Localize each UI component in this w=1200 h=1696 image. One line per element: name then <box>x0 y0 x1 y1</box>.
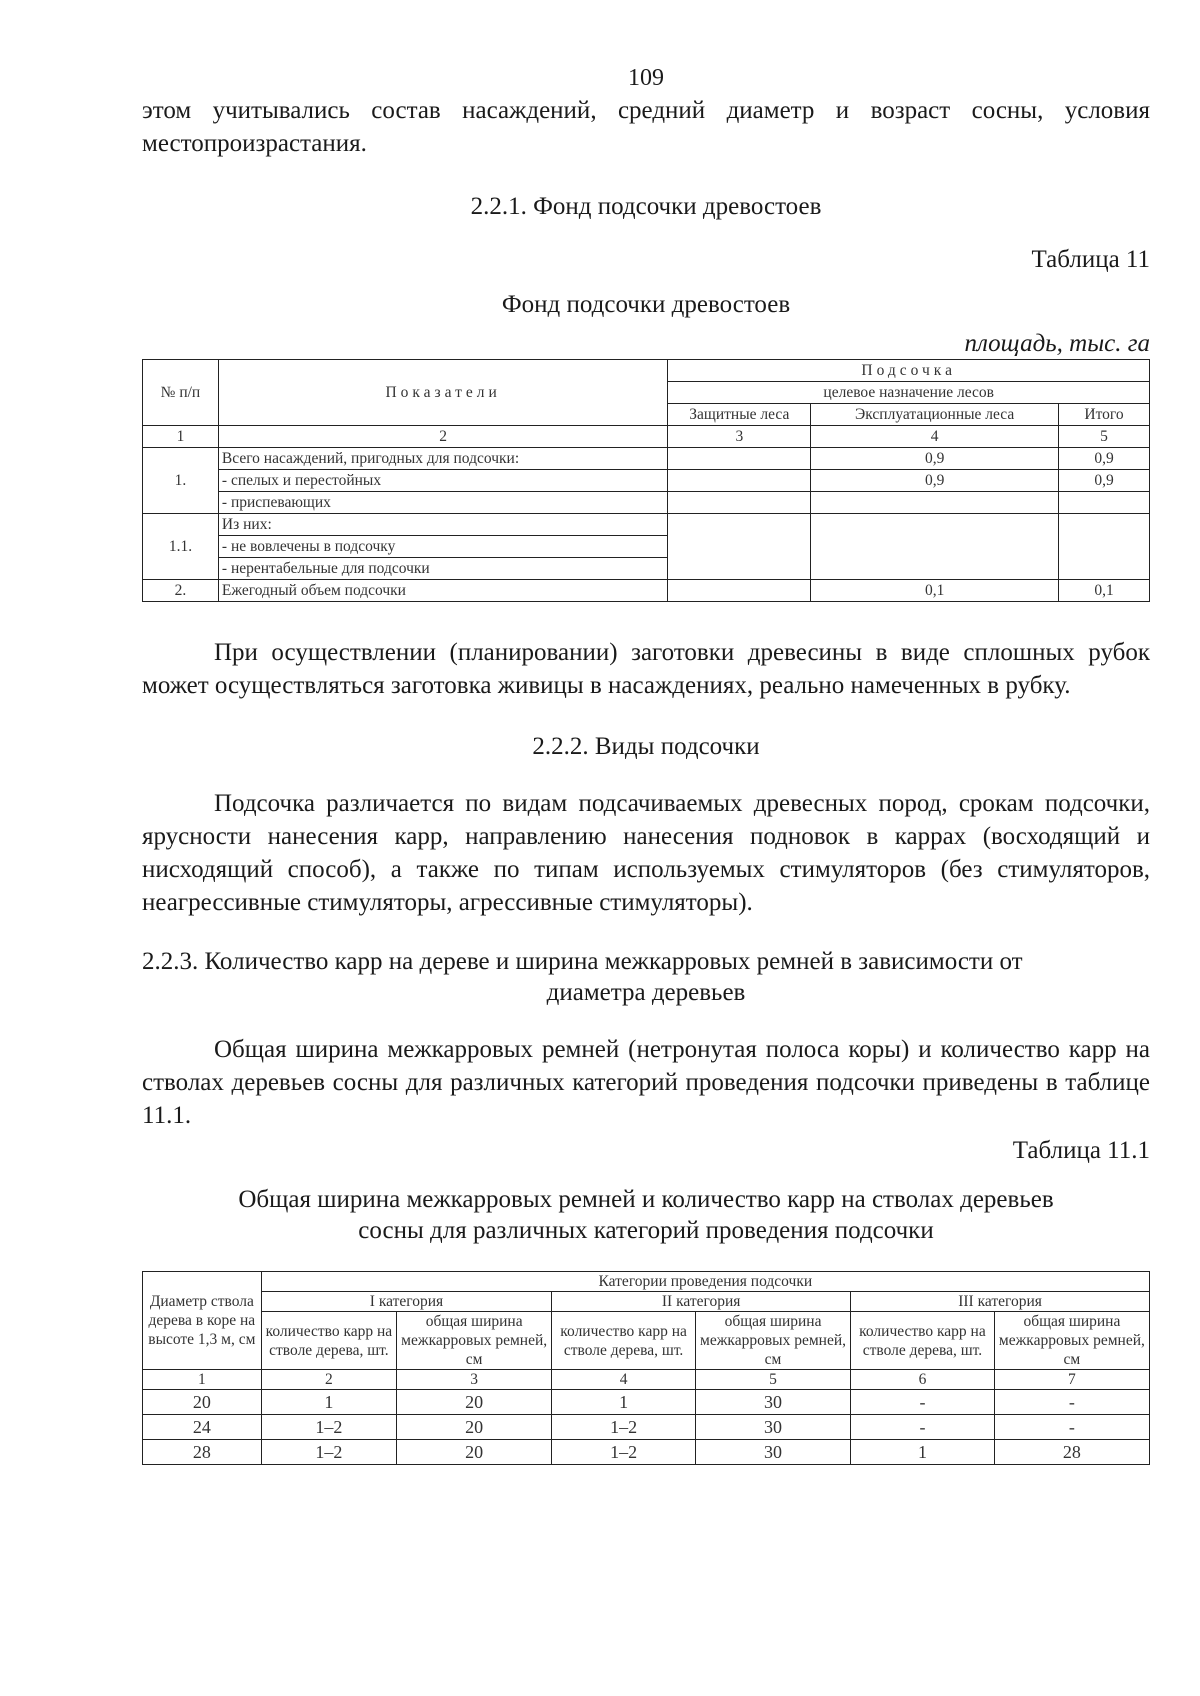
section-222-paragraph: Подсочка различается по видам подсачиваемых древесных пород, срокам подсочки, ярусности нанесения карр, направлению нанесения подновок в каррах (восходящий и нисходящий способ), а также по типам используемых стимуляторов (без стимуляторов, неагрессивные стимуляторы, агрессивные стимуляторы). <box>142 790 1150 916</box>
cell-total: 0,9 <box>1059 448 1150 470</box>
cell-protective <box>668 514 811 580</box>
cell: - <box>851 1415 995 1440</box>
cell: 20 <box>397 1440 552 1465</box>
row-number: 2. <box>143 580 219 602</box>
index-cell: 3 <box>668 426 811 448</box>
col-header-width: общая ширина межкарровых ремней, см <box>397 1312 552 1370</box>
cell-total: 0,9 <box>1059 470 1150 492</box>
col-header-count: количество карр на стволе дерева, шт. <box>552 1312 696 1370</box>
index-cell: 1 <box>143 1370 262 1390</box>
col-header-category-3: III категория <box>851 1292 1150 1312</box>
cell: 30 <box>695 1415 850 1440</box>
col-header-indicators: Показатели <box>218 360 667 426</box>
row-label: - нерентабельные для подсочки <box>218 558 667 580</box>
col-header-total: Итого <box>1059 404 1150 426</box>
cell-total: 0,1 <box>1059 580 1150 602</box>
section-221-heading: 2.2.1. Фонд подсочки древостоев <box>470 193 822 220</box>
table-11-1-title-line2: сосны для различных категорий проведения подсочки <box>358 1217 934 1244</box>
col-header-category-2: II категория <box>552 1292 851 1312</box>
cell: 1–2 <box>261 1440 396 1465</box>
col-header-group: Подсочка <box>668 360 1150 382</box>
row-label: - не вовлечены в подсочку <box>218 536 667 558</box>
col-header-width: общая ширина межкарровых ремней, см <box>994 1312 1149 1370</box>
col-header-diameter: Диаметр ствола дерева в коре на высоте 1,3 м, см <box>143 1272 262 1370</box>
cell: - <box>994 1415 1149 1440</box>
col-header-exploitation: Эксплуатационные леса <box>811 404 1059 426</box>
cell-exploitation <box>811 492 1059 514</box>
table-row <box>143 448 1150 470</box>
index-cell: 1 <box>143 426 219 448</box>
cell-protective <box>668 580 811 602</box>
row-number: 1. <box>143 448 219 514</box>
cell: 1–2 <box>552 1440 696 1465</box>
cell-total <box>1059 492 1150 514</box>
index-cell: 4 <box>811 426 1059 448</box>
index-cell: 4 <box>552 1370 696 1390</box>
col-header-protective: Защитные леса <box>668 404 811 426</box>
cell: 28 <box>994 1440 1149 1465</box>
cell: 1–2 <box>261 1415 396 1440</box>
table-row <box>143 514 1150 536</box>
cell-total <box>1059 514 1150 580</box>
table-row <box>143 470 1150 492</box>
document-page <box>142 62 1150 1465</box>
cell: 20 <box>397 1390 552 1415</box>
cell-exploitation: 0,9 <box>811 470 1059 492</box>
cell-exploitation: 0,9 <box>811 448 1059 470</box>
cell-protective <box>668 470 811 492</box>
cell: 30 <box>695 1440 850 1465</box>
cell: 20 <box>397 1415 552 1440</box>
table-11-label: Таблица 11 <box>1031 246 1150 273</box>
table-row <box>143 1390 1150 1415</box>
table-11 <box>142 359 1150 602</box>
index-cell: 2 <box>261 1370 396 1390</box>
cell-exploitation <box>811 514 1059 580</box>
col-header-width: общая ширина межкарровых ремней, см <box>695 1312 850 1370</box>
table-row <box>143 580 1150 602</box>
index-cell: 3 <box>397 1370 552 1390</box>
cell: 1 <box>851 1440 995 1465</box>
col-header-group: Категории проведения подсочки <box>261 1272 1149 1292</box>
col-header-count: количество карр на стволе дерева, шт. <box>851 1312 995 1370</box>
index-row <box>143 426 1150 448</box>
row-label: Всего насаждений, пригодных для подсочки: <box>218 448 667 470</box>
cell: 24 <box>143 1415 262 1440</box>
section-222-heading: 2.2.2. Виды подсочки <box>532 733 760 760</box>
section-223-heading-line1: 2.2.3. Количество карр на дереве и ширина межкарровых ремней в зависимости от <box>142 948 1023 975</box>
row-label: Из них: <box>218 514 667 536</box>
cell: 1–2 <box>552 1415 696 1440</box>
table-11-1-title-line1: Общая ширина межкарровых ремней и количество карр на стволах деревьев <box>238 1186 1054 1213</box>
table-11-title: Фонд подсочки древостоев <box>501 291 791 318</box>
col-header-category-1: I категория <box>261 1292 552 1312</box>
row-label: - приспевающих <box>218 492 667 514</box>
cell: 1 <box>552 1390 696 1415</box>
paragraph-after-table-11: При осуществлении (планировании) заготовки древесины в виде сплошных рубок может осуществляться заготовка живицы в насаждениях, реально намеченных в рубку. <box>142 639 1150 699</box>
section-223-heading-line2: диаметра деревьев <box>546 979 746 1006</box>
cell-exploitation: 0,1 <box>811 580 1059 602</box>
cell-protective <box>668 448 811 470</box>
cell: - <box>851 1390 995 1415</box>
row-label: - спелых и перестойных <box>218 470 667 492</box>
index-cell: 5 <box>1059 426 1150 448</box>
index-cell: 2 <box>218 426 667 448</box>
table-row <box>143 1440 1150 1465</box>
cell: 20 <box>143 1390 262 1415</box>
section-223-paragraph: Общая ширина межкарровых ремней (нетронутая полоса коры) и количество карр на стволах деревьев сосны для различных категорий проведения подсочки приведены в таблице 11.1. <box>142 1036 1150 1129</box>
col-header-count: количество карр на стволе дерева, шт. <box>261 1312 396 1370</box>
table-11-units: площадь, тыс. га <box>964 330 1150 357</box>
index-cell: 6 <box>851 1370 995 1390</box>
table-row <box>143 1415 1150 1440</box>
cell: - <box>994 1390 1149 1415</box>
table-row <box>143 492 1150 514</box>
intro-paragraph: этом учитывались состав насаждений, средний диаметр и возраст сосны, условия местопроизрастания. <box>142 97 1150 157</box>
index-cell: 5 <box>695 1370 850 1390</box>
index-row <box>143 1370 1150 1390</box>
index-cell: 7 <box>994 1370 1149 1390</box>
col-header-num: № п/п <box>143 360 219 426</box>
table-11-1 <box>142 1271 1150 1465</box>
page-number: 109 <box>628 65 664 91</box>
col-header-subgroup: целевое назначение лесов <box>668 382 1150 404</box>
cell: 1 <box>261 1390 396 1415</box>
row-number: 1.1. <box>143 514 219 580</box>
cell: 28 <box>143 1440 262 1465</box>
cell: 30 <box>695 1390 850 1415</box>
cell-protective <box>668 492 811 514</box>
table-11-1-label: Таблица 11.1 <box>1012 1137 1150 1164</box>
row-label: Ежегодный объем подсочки <box>218 580 667 602</box>
